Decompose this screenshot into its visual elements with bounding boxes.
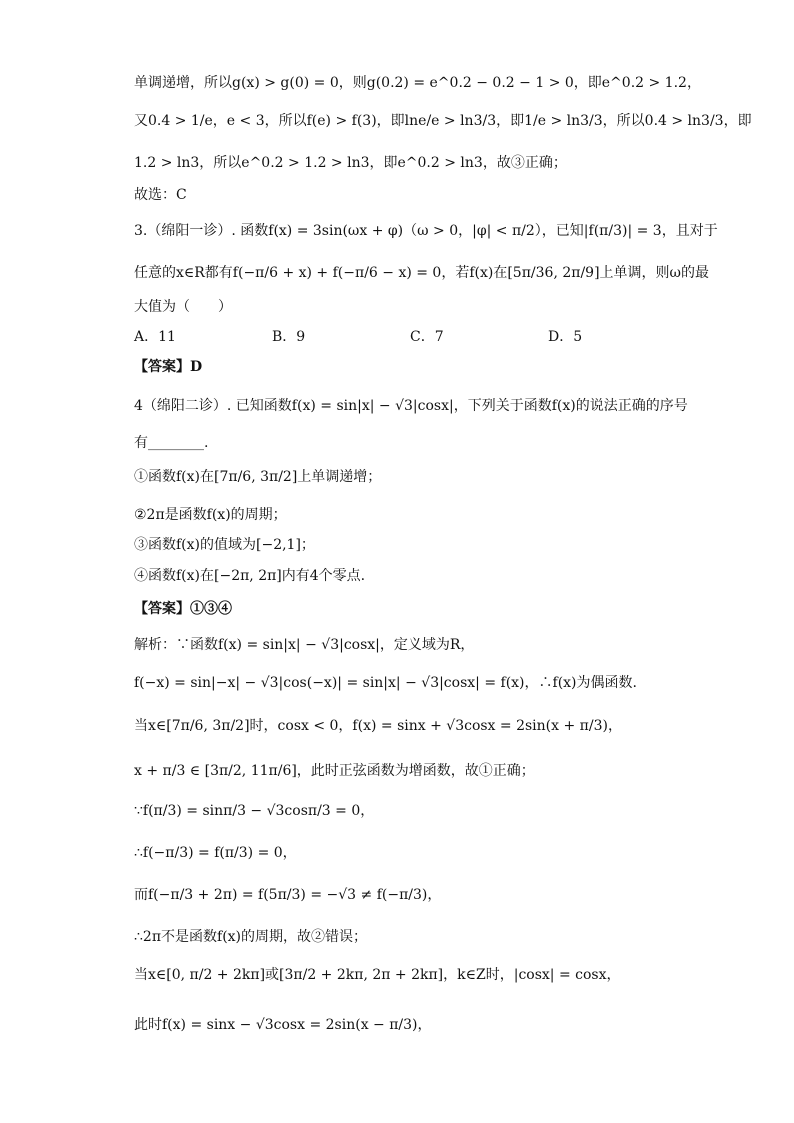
statement-1 <box>134 466 381 488</box>
explanation-2 <box>134 672 637 694</box>
explanation-3 <box>134 715 622 737</box>
line-1 <box>134 72 701 94</box>
explanation-6 <box>134 842 297 864</box>
option-d: D．5 <box>548 329 583 345</box>
explanation-7 <box>134 884 441 906</box>
line-2 <box>134 110 752 132</box>
answer-3 <box>134 356 202 378</box>
question-4-line-1 <box>134 395 688 417</box>
explanation-9-text: 当x∈[0, π/2 + 2kπ]或[3π/2 + 2kπ, 2π + 2kπ]，k∈Z时，|cosx| = cosx， <box>134 967 621 983</box>
answer-4 <box>134 598 232 620</box>
answer-3-text: 【答案】D <box>134 359 203 375</box>
explanation-9 <box>134 964 621 986</box>
line-1-text: 单调递增，所以g(x) > g(0) = 0，则g(0.2) = e^0.2 − 0.2 − 1 > 0，即e^0.2 > 1.2， <box>134 75 701 91</box>
explanation-5-text: ∵f(π/3) = sinπ/3 − √3cosπ/3 = 0， <box>134 803 375 819</box>
explanation-10-text: 此时f(x) = sinx − √3cosx = 2sin(x − π/3)， <box>134 1017 432 1033</box>
option-c: C．7 <box>410 329 444 345</box>
explanation-5 <box>134 800 374 822</box>
question-3-text-2: 任意的x∈R都有f(−π/6 + x) + f(−π/6 − x) = 0，若f(x)在[5π/36, 2π/9]上单调，则ω的最 <box>134 265 709 281</box>
explanation-1 <box>134 634 474 656</box>
explanation-1-text: 解析：∵函数f(x) = sin|x| − √3|cosx|，定义域为R， <box>134 637 475 653</box>
line-3 <box>134 152 567 174</box>
explanation-2-text: f(−x) = sin|−x| − √3|cos(−x)| = sin|x| − √3|cosx| = f(x)，∴f(x)为偶函数. <box>134 675 637 691</box>
question-3-line-2 <box>134 262 709 284</box>
line-4-text: 故选：C <box>134 187 187 203</box>
statement-3-text: ③函数f(x)的值域为[−2,1]； <box>134 537 315 553</box>
question-3-text-3: 大值为（ ） <box>134 299 232 315</box>
question-3-text-1: 3.（绵阳一诊）. 函数f(x) = 3sin(ωx + φ)（ω > 0，|φ| < π/2），已知|f(π/3)| = 3，且对于 <box>134 223 718 239</box>
answer-4-text: 【答案】①③④ <box>134 601 232 617</box>
explanation-8-text: ∴2π不是函数f(x)的周期，故②错误； <box>134 929 368 945</box>
statement-2-text: ②2π是函数f(x)的周期； <box>134 507 287 523</box>
question-3-line-3 <box>134 296 232 318</box>
explanation-6-text: ∴f(−π/3) = f(π/3) = 0， <box>134 845 297 861</box>
option-b: B．9 <box>272 329 306 345</box>
explanation-4-text: x + π/3 ∈ [3π/2, 11π/6]，此时正弦函数为增函数，故①正确； <box>134 763 535 779</box>
statement-3 <box>134 534 315 556</box>
line-2-text: 又0.4 > 1/e，e < 3，所以f(e) > f(3)，即lne/e > ln3/3，即1/e > ln3/3，所以0.4 > ln3/3，即 <box>134 113 752 129</box>
question-3-options <box>134 326 686 348</box>
explanation-8 <box>134 926 367 948</box>
question-4-text-1: 4（绵阳二诊）. 已知函数f(x) = sin|x| − √3|cosx|，下列关于函数f(x)的说法正确的序号 <box>134 398 688 414</box>
line-4 <box>134 184 187 206</box>
statement-4 <box>134 565 365 587</box>
explanation-10 <box>134 1014 432 1036</box>
question-4-line-2 <box>134 432 208 454</box>
explanation-4 <box>134 760 535 782</box>
statement-4-text: ④函数f(x)在[−2π, 2π]内有4个零点. <box>134 568 366 584</box>
option-a: A．11 <box>134 329 176 345</box>
question-3-line-1 <box>134 220 718 242</box>
statement-1-text: ①函数f(x)在[7π/6, 3π/2]上单调递增； <box>134 469 382 485</box>
explanation-3-text: 当x∈[7π/6, 3π/2]时，cosx < 0，f(x) = sinx + √3cosx = 2sin(x + π/3)， <box>134 718 622 734</box>
statement-2 <box>134 504 287 526</box>
explanation-7-text: 而f(−π/3 + 2π) = f(5π/3) = −√3 ≠ f(−π/3)， <box>134 887 442 903</box>
line-3-text: 1.2 > ln3，所以e^0.2 > 1.2 > ln3，即e^0.2 > ln3，故③正确； <box>134 155 567 171</box>
question-4-text-2: 有________. <box>134 435 209 451</box>
